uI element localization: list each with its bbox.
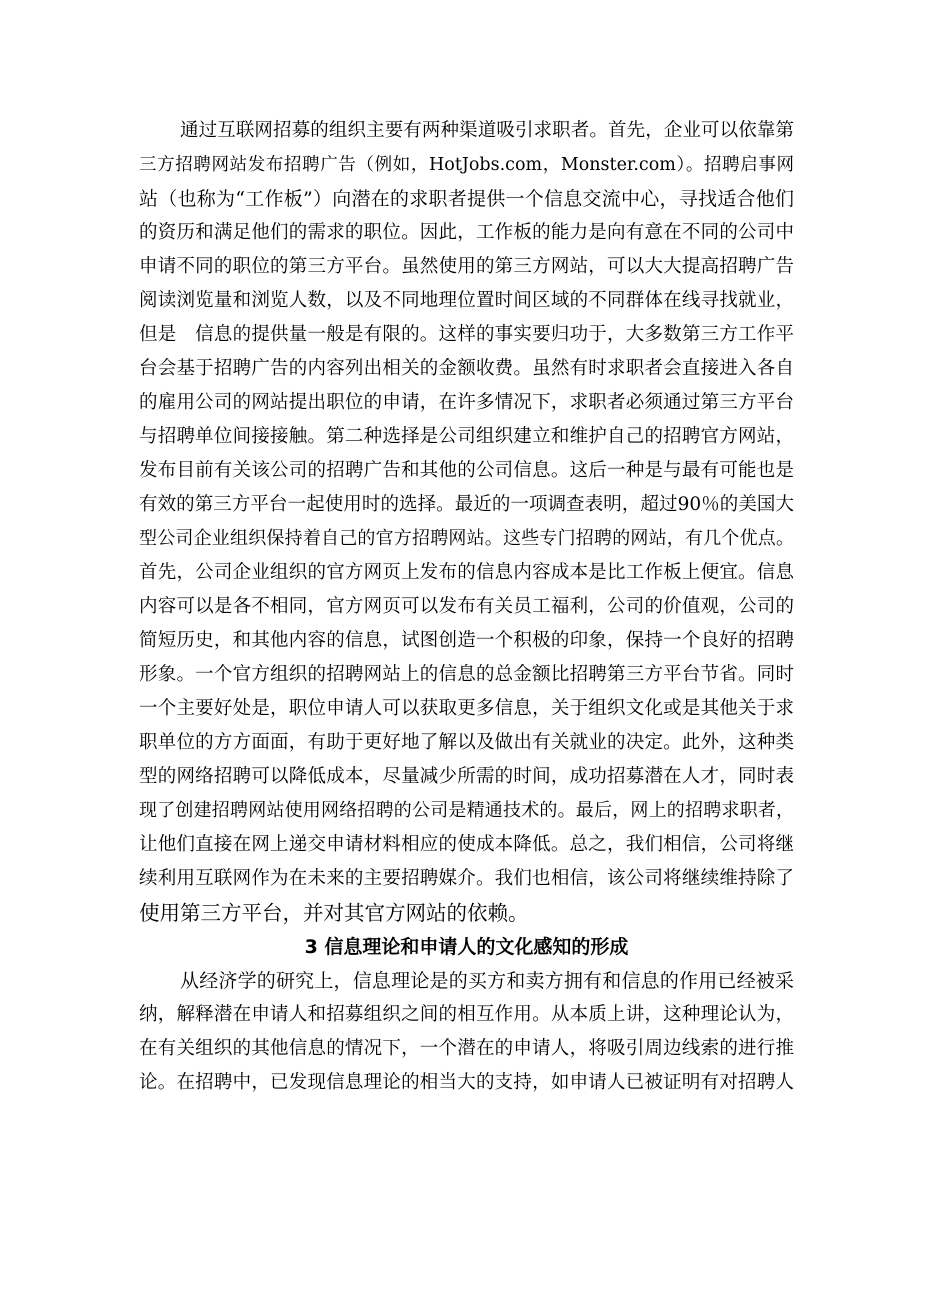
text-line: 首先，公司企业组织的官方网页上发布的信息内容成本是比工作板上便宜。信息 bbox=[139, 562, 794, 583]
text-line: 站（也称为“工作板”）向潜在的求职者提供一个信息交流中心，寻找适合他们 bbox=[139, 188, 794, 210]
text-line: 三方招聘网站发布招聘广告（例如，HotJobs.com，Monster.com）。招聘启事网 bbox=[139, 155, 794, 175]
text-line: 的资历和满足他们的需求的职位。因此，工作板的能力是向有意在不同的公司中 bbox=[139, 222, 794, 243]
text-line: 让他们直接在网上递交申请材料相应的使成本降低。总之，我们相信，公司将继 bbox=[139, 834, 794, 855]
section-heading: 3 信息理论和申请人的文化感知的形成 bbox=[304, 936, 629, 958]
text-line: 从经济学的研究上，信息理论是的买方和卖方拥有和信息的作用已经被采 bbox=[180, 970, 794, 992]
text-line: 续利用互联网作为在未来的主要招聘媒介。我们也相信，该公司将继续维持除了 bbox=[139, 868, 794, 889]
text-line: 职单位的方方面面，有助于更好地了解以及做出有关就业的决定。此外，这种类 bbox=[139, 732, 794, 753]
text-line: 但是 信息的提供量一般是有限的。这样的事实要归功于，大多数第三方工作平 bbox=[139, 324, 794, 345]
text-line: 阅读浏览量和浏览人数，以及不同地理位置时间区域的不同群体在线寻找就业， bbox=[139, 290, 794, 311]
text-line: 使用第三方平台，并对其官方网站的依赖。 bbox=[139, 901, 529, 925]
text-line: 内容可以是各不相同，官方网页可以发布有关员工福利，公司的价值观，公司的 bbox=[139, 596, 794, 617]
text-line: 台会基于招聘广告的内容列出相关的金额收费。虽然有时求职者会直接进入各自 bbox=[139, 358, 794, 379]
text-line: 有效的第三方平台一起使用时的选择。最近的一项调查表明，超过90％的美国大 bbox=[139, 494, 794, 515]
text-line: 一个主要好处是，职位申请人可以获取更多信息，关于组织文化或是其他关于求 bbox=[139, 698, 794, 719]
text-line: 纳，解释潜在申请人和招募组织之间的相互作用。从本质上讲，这种理论认为， bbox=[139, 1004, 794, 1025]
text-line: 发布目前有关该公司的招聘广告和其他的公司信息。这后一种是与最有可能也是 bbox=[139, 460, 794, 481]
text-line: 型公司企业组织保持着自己的官方招聘网站。这些专门招聘的网站，有几个优点。 bbox=[139, 528, 794, 549]
text-line: 申请不同的职位的第三方平台。虽然使用的第三方网站，可以大大提高招聘广告 bbox=[139, 256, 794, 277]
text-line: 现了创建招聘网站使用网络招聘的公司是精通技术的。最后，网上的招聘求职者， bbox=[139, 800, 794, 821]
text-line: 与招聘单位间接接触。第二种选择是公司组织建立和维护自己的招聘官方网站， bbox=[139, 426, 794, 447]
text-line: 形象。一个官方组织的招聘网站上的信息的总金额比招聘第三方平台节省。同时 bbox=[139, 664, 794, 685]
text-line: 通过互联网招募的组织主要有两种渠道吸引求职者。首先，企业可以依靠第 bbox=[180, 120, 794, 141]
text-line: 型的网络招聘可以降低成本，尽量减少所需的时间，成功招募潜在人才，同时表 bbox=[139, 766, 794, 787]
text-line: 论。在招聘中，已发现信息理论的相当大的支持，如申请人已被证明有对招聘人 bbox=[139, 1072, 794, 1093]
text-line: 简短历史，和其他内容的信息，试图创造一个积极的印象，保持一个良好的招聘 bbox=[139, 630, 794, 651]
text-line: 的雇用公司的网站提出职位的申请，在许多情况下，求职者必须通过第三方平台 bbox=[139, 392, 794, 413]
text-line: 在有关组织的其他信息的情况下，一个潜在的申请人，将吸引周边线索的进行推 bbox=[139, 1038, 794, 1059]
